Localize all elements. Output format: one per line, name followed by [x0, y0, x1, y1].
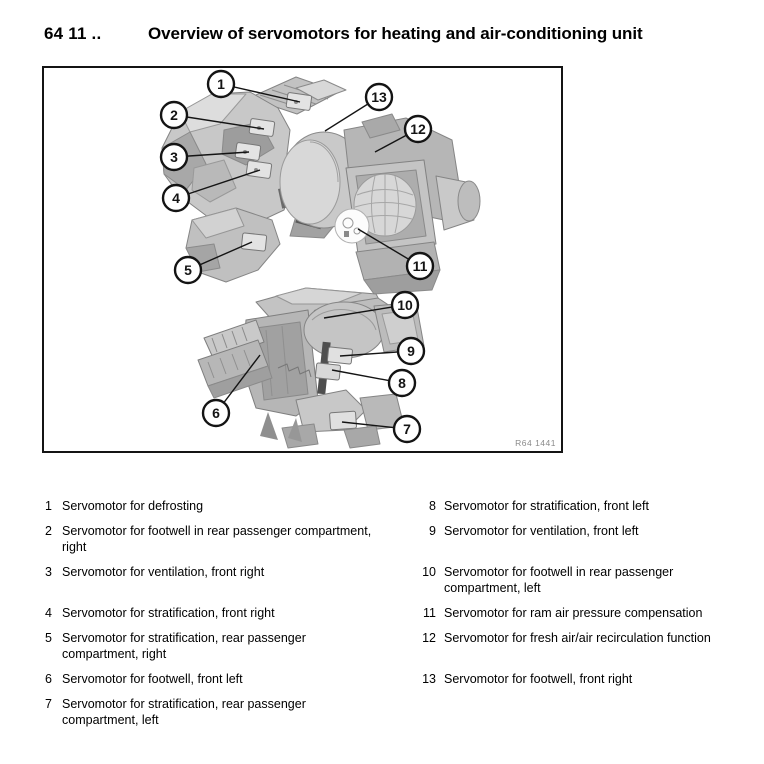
- legend-item-line: Servomotor for stratification, rear passenger: [62, 631, 306, 645]
- legend-column-spacer: [436, 630, 444, 662]
- legend-item-text: [444, 564, 756, 596]
- callout-number: 1: [217, 76, 225, 92]
- legend-item-text: [444, 605, 756, 621]
- legend-item-line: compartment, right: [62, 647, 167, 661]
- legend-item-line: Servomotor for footwell, front right: [444, 672, 633, 686]
- legend-item-line: Servomotor for stratification, rear passenger: [62, 697, 306, 711]
- callout-number: 4: [172, 190, 180, 206]
- legend-column-spacer: [436, 696, 444, 728]
- callout-number: 10: [397, 297, 413, 313]
- legend-column-spacer: [436, 564, 444, 596]
- legend-item-text: [62, 605, 397, 621]
- legend-item-text: [62, 498, 397, 514]
- legend-column-spacer: [436, 523, 444, 555]
- legend-item-number: 5: [45, 631, 52, 645]
- callout-number: 11: [412, 258, 428, 274]
- legend: [45, 498, 756, 737]
- legend-item-line: Servomotor for defrosting: [62, 499, 204, 513]
- legend-item-line: compartment, left: [444, 581, 541, 595]
- page-title: Overview of servomotors for heating and air-conditioning unit: [148, 24, 643, 43]
- callout-number: 12: [410, 121, 426, 137]
- legend-item-number: 7: [45, 697, 52, 711]
- legend-item-text: [62, 671, 397, 687]
- legend-item-text: [62, 564, 397, 596]
- callout-number: 3: [170, 149, 178, 165]
- legend-row: [45, 564, 756, 596]
- legend-item-number: 13: [422, 672, 436, 686]
- legend-item-line: Servomotor for fresh air/air recirculation function: [444, 631, 711, 645]
- legend-item-line: right: [62, 540, 87, 554]
- legend-row: [45, 696, 756, 728]
- callout-number: 6: [212, 405, 220, 421]
- callout-number: 9: [407, 343, 415, 359]
- legend-item-line: compartment, left: [62, 713, 159, 727]
- legend-item-text: [444, 630, 756, 662]
- legend-column-spacer: [436, 671, 444, 687]
- lower-unit-drawing: [198, 288, 424, 448]
- section-code: 64 11 ..: [44, 24, 102, 43]
- legend-item-number: 2: [45, 524, 52, 538]
- legend-item-text: [62, 630, 397, 662]
- legend-column-spacer: [436, 605, 444, 621]
- legend-item-number: 9: [429, 524, 436, 538]
- legend-item-number: [397, 696, 436, 728]
- legend-item-line: Servomotor for footwell in rear passenger: [444, 565, 674, 579]
- callout-number: 7: [403, 421, 411, 437]
- legend-item-text: [444, 523, 756, 555]
- legend-row: [45, 498, 756, 514]
- legend-row: [45, 671, 756, 687]
- legend-column-spacer: [436, 498, 444, 514]
- legend-item-number: 8: [429, 499, 436, 513]
- legend-item-number: 1: [45, 499, 52, 513]
- legend-row: [45, 630, 756, 662]
- hvac-illustration: [44, 68, 561, 451]
- figure-reference-label: R64 1441: [515, 438, 556, 448]
- figure-box: [42, 66, 563, 453]
- legend-item-text: [444, 696, 756, 728]
- legend-item-number: 3: [45, 565, 52, 579]
- legend-item-text: [444, 498, 756, 514]
- callout-number: 5: [184, 262, 192, 278]
- legend-item-line: Servomotor for footwell in rear passenger compartment,: [62, 524, 372, 538]
- legend-item-number: 4: [45, 606, 52, 620]
- legend-row: [45, 523, 756, 555]
- legend-item-line: Servomotor for ram air pressure compensation: [444, 606, 703, 620]
- legend-item-line: Servomotor for stratification, front right: [62, 606, 275, 620]
- legend-row: [45, 605, 756, 621]
- legend-item-line: Servomotor for stratification, front left: [444, 499, 649, 513]
- callout-number: 8: [398, 375, 406, 391]
- legend-item-text: [444, 671, 756, 687]
- legend-item-line: Servomotor for ventilation, front right: [62, 565, 265, 579]
- legend-item-line: Servomotor for ventilation, front left: [444, 524, 639, 538]
- legend-item-text: [62, 523, 397, 555]
- legend-item-number: 6: [45, 672, 52, 686]
- legend-item-line: Servomotor for footwell, front left: [62, 672, 243, 686]
- callout-number: 13: [371, 89, 387, 105]
- legend-item-number: 11: [423, 606, 436, 620]
- legend-item-number: 10: [422, 565, 436, 579]
- callout-number: 2: [170, 107, 178, 123]
- legend-item-number: 12: [422, 631, 436, 645]
- legend-item-text: [62, 696, 397, 728]
